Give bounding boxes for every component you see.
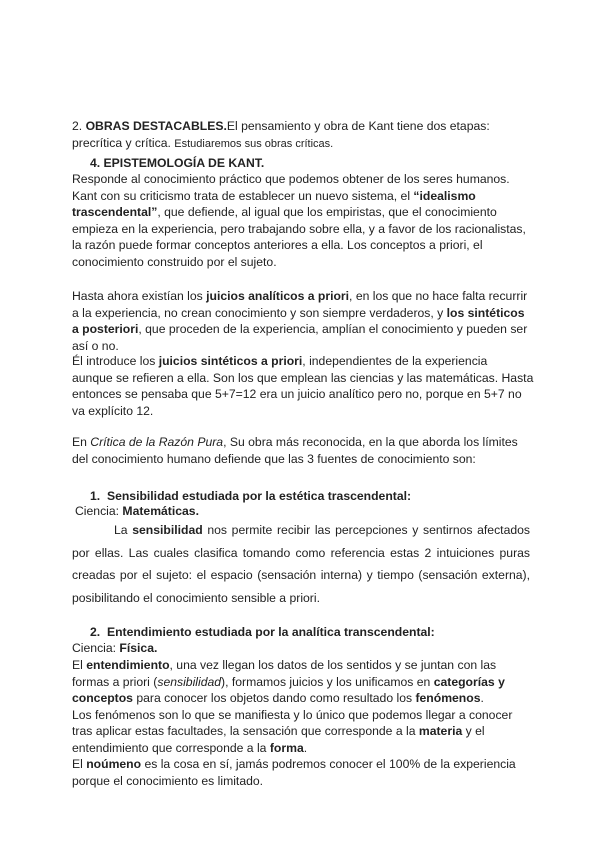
bold-term: materia: [418, 724, 463, 738]
bold-term: trascendental”: [72, 205, 158, 219]
bold-term: categorías y: [433, 674, 505, 689]
text-span: , independientes de la experiencia: [302, 354, 488, 368]
text-line: [72, 756, 532, 773]
text-span: nos permite recibir las percepciones y sentirnos afectados: [202, 523, 530, 537]
text-line: empieza en la experiencia, pero trabajando sobre ella, y a favor de los racionalistas,: [72, 221, 526, 236]
text-line: [72, 740, 532, 757]
text-line: va explícito 12.: [72, 403, 154, 418]
bold-term: juicios analíticos a priori: [206, 289, 350, 303]
text-line: [72, 657, 532, 674]
section-number: 2.: [72, 119, 86, 133]
obras-line-2: [72, 135, 532, 153]
text-line: [72, 353, 532, 370]
text-line: aunque se refieren a ella. Son los que emplean las ciencias y las matemáticas. Hasta: [72, 370, 534, 385]
science-value: Matemáticas.: [122, 504, 199, 518]
text-span: , Su obra más reconocida, en la que aborda los límites: [223, 435, 518, 449]
section-text-small: Estudiaremos sus obras críticas.: [174, 137, 334, 150]
text-span: .: [303, 740, 308, 755]
bold-term: noúmeno: [86, 757, 142, 771]
bold-term: forma: [269, 740, 304, 755]
text-line: [72, 305, 532, 322]
bold-term: a posteriori: [72, 322, 139, 336]
item-title: Sensibilidad estudiada por la estética trascendental:: [106, 489, 412, 503]
text-span: En: [72, 435, 91, 449]
text-span: Hasta ahora existían los: [72, 289, 207, 303]
section-text: precrítica y crítica.: [72, 135, 175, 150]
text-span: es la cosa en sí, jamás podremos conocer el 100% de la experiencia: [141, 757, 516, 771]
text-line: [72, 434, 532, 451]
text-line: [72, 321, 532, 338]
text-line: así o no.: [72, 338, 119, 353]
paragraph-idealismo: [72, 171, 532, 270]
text-span: entendimiento que corresponde a la: [72, 740, 270, 755]
item-2-heading: [90, 624, 550, 641]
science-label: Ciencia:: [75, 504, 123, 518]
text-span: para conocer los objetos dando como resultado los: [132, 691, 416, 705]
science-label: Ciencia:: [72, 641, 120, 655]
item-title: Entendimiento estudiada por la analítica transcendental:: [106, 625, 435, 639]
text-span: Él introduce los: [72, 354, 159, 368]
text-line: del conocimiento humano defiende que las 3 fuentes de conocimiento son:: [72, 451, 476, 466]
text-span: El: [72, 757, 87, 771]
obras-line-1: [72, 118, 532, 135]
bold-term: juicios sintéticos a priori: [158, 354, 303, 368]
text-span: , que proceden de la experiencia, amplían el conocimiento y pueden ser: [138, 322, 528, 336]
text-line: Los fenómenos son lo que se manifiesta y lo único que podemos llegar a conocer: [72, 707, 513, 722]
text-span: y el: [462, 724, 485, 738]
paragraph-juicios-analiticos: [72, 288, 532, 354]
text-line: [72, 723, 532, 740]
epistemologia-heading: 4. EPISTEMOLOGÍA DE KANT.: [90, 156, 265, 170]
italic-term: sensibilidad: [157, 674, 222, 689]
obras-destacables-section: [72, 118, 532, 152]
text-line: [72, 674, 532, 691]
section-text: El pensamiento y obra de Kant tiene dos etapas:: [226, 119, 490, 133]
text-line: conocimiento construido por el sujeto.: [72, 254, 277, 269]
section-title: OBRAS DESTACABLES.: [85, 119, 227, 133]
text-span: ), formamos juicios y los unificamos en: [221, 674, 434, 689]
text-line: [72, 188, 532, 205]
text-line: [72, 204, 532, 221]
text-line: creadas por el sujeto: el espacio (sensación interna) y tiempo (sensación externa),: [72, 568, 530, 582]
item-1-science: [75, 503, 535, 520]
bold-term: sensibilidad: [132, 523, 203, 537]
text-span: Kant con su criticismo trata de establecer un nuevo sistema, el: [72, 188, 414, 203]
text-line: [72, 288, 532, 305]
text-span: tras aplicar estas facultades, la sensación que corresponde a la: [72, 724, 419, 738]
bold-term: entendimiento: [86, 658, 170, 672]
italic-title: Crítica de la Razón Pura: [90, 435, 224, 449]
text-span: , que defiende, al igual que los empiristas, que el conocimiento: [157, 205, 497, 219]
item-1-paragraph: [72, 519, 530, 609]
item-number: 2.: [90, 625, 101, 639]
text-span: La: [114, 523, 133, 537]
paragraph-juicios-sinteticos: [72, 353, 532, 419]
item-number: 1.: [90, 489, 101, 503]
item-2-science: [72, 640, 532, 657]
text-span: , una vez llegan los datos de los sentidos y se juntan con las: [169, 658, 497, 672]
text-line: [72, 519, 530, 542]
bold-term: conceptos: [72, 691, 133, 705]
text-line: entonces se pensaba que 5+7=12 era un juicio analítico pero no, porque en 5+7 no: [72, 387, 522, 401]
paragraph-critica: [72, 434, 532, 467]
text-line: posibilitando el conocimiento sensible a priori.: [72, 590, 320, 605]
text-line: porque el conocimiento es limitado.: [72, 773, 264, 788]
text-line: [72, 690, 532, 707]
text-span: .: [480, 691, 484, 705]
text-span: , en los que no hace falta recurrir: [349, 289, 528, 303]
text-span: El: [72, 658, 87, 672]
text-line: la razón puede formar conceptos anteriores a ella. Los conceptos a priori, el: [72, 238, 483, 252]
text-line: por ellas. Las cuales clasifica tomando como referencia estas 2 intuiciones puras: [72, 545, 530, 560]
bold-term: fenómenos: [415, 691, 481, 705]
science-value: Física.: [119, 641, 158, 655]
text-line: Responde al conocimiento práctico que podemos obtener de los seres humanos.: [72, 172, 510, 186]
text-span: formas a priori (: [72, 674, 158, 689]
bold-term: los sintéticos: [446, 305, 525, 320]
bold-term: “idealismo: [413, 188, 476, 203]
item-2-paragraph: [72, 657, 532, 789]
text-span: a la experiencia, no crean conocimiento y son siempre verdaderos, y: [72, 305, 447, 320]
